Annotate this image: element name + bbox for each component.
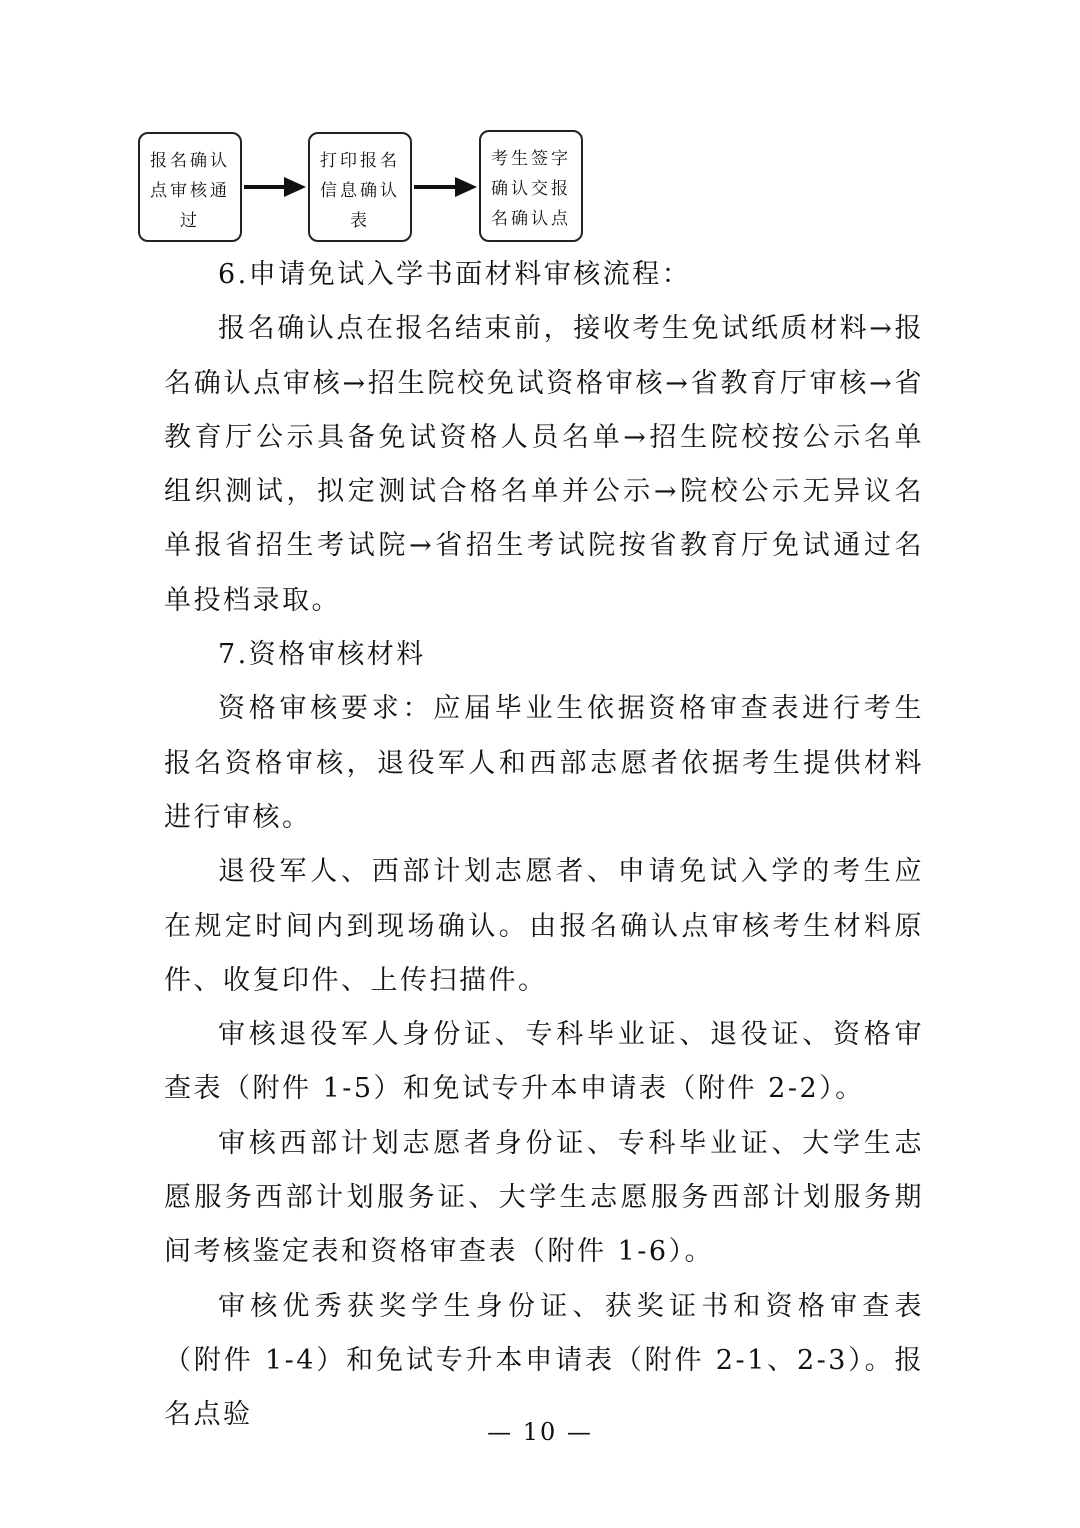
paragraph: 审核优秀获奖学生身份证、获奖证书和资格审查表（附件 1-4）和免试专升本申请表（附件 2-1、2-3）。报名点验: [164, 1290, 924, 1431]
paragraph: 资格审核要求：应届毕业生依据资格审查表进行考生报名资格审核，退役军人和西部志愿者依据考生提供材料进行审核。: [164, 693, 924, 833]
paragraph: 退役军人、西部计划志愿者、申请免试入学的考生应在规定时间内到现场确认。由报名确认点审核考生材料原件、收复印件、上传扫描件。: [164, 856, 924, 996]
section-heading-exam-exemption-review: 6.申请免试入学书面材料审核流程：: [218, 259, 692, 290]
section-heading-qualification-materials: 7.资格审核材料: [218, 639, 426, 671]
flow-step-text: 名确认点: [491, 209, 571, 229]
flow-step-text: 信息确认: [320, 181, 400, 201]
right-arrow-icon: [244, 177, 306, 197]
flow-step-text: 报名确认: [150, 151, 230, 171]
flow-step-text: 点审核通: [150, 181, 230, 201]
flow-step-text: 打印报名: [320, 151, 400, 171]
flow-step-text: 过: [180, 211, 200, 231]
flowchart: [0, 0, 1080, 250]
flow-step-text: 表: [350, 211, 370, 231]
page-number: — 10 —: [487, 1418, 593, 1446]
flow-step-confirm-point-approved: [138, 132, 242, 242]
flow-step-candidate-sign-submit: [479, 130, 583, 242]
flow-step-text: 考生签字: [491, 149, 571, 169]
right-arrow-icon: [414, 177, 477, 197]
flow-step-text: 确认交报: [491, 179, 571, 199]
paragraph: 报名确认点在报名结束前，接收考生免试纸质材料→报名确认点审核→招生院校免试资格审核→省教育厅审核→省教育厅公示具备免试资格人员名单→招生院校按公示名单组织测试，拟定测试合格名单并公示→院校公示无异议名单报省招生考试院→省招生考试院按省教育厅免试通过名单投档录取。: [164, 313, 924, 616]
paragraph: 审核退役军人身份证、专科毕业证、退役证、资格审查表（附件 1-5）和免试专升本申请表（附件 2-2）。: [164, 1019, 924, 1105]
flow-step-print-confirmation-form: [308, 132, 412, 242]
document-body: [164, 248, 924, 1443]
paragraph: 审核西部计划志愿者身份证、专科毕业证、大学生志愿服务西部计划服务证、大学生志愿服务西部计划服务期间考核鉴定表和资格审查表（附件 1-6）。: [164, 1127, 924, 1268]
